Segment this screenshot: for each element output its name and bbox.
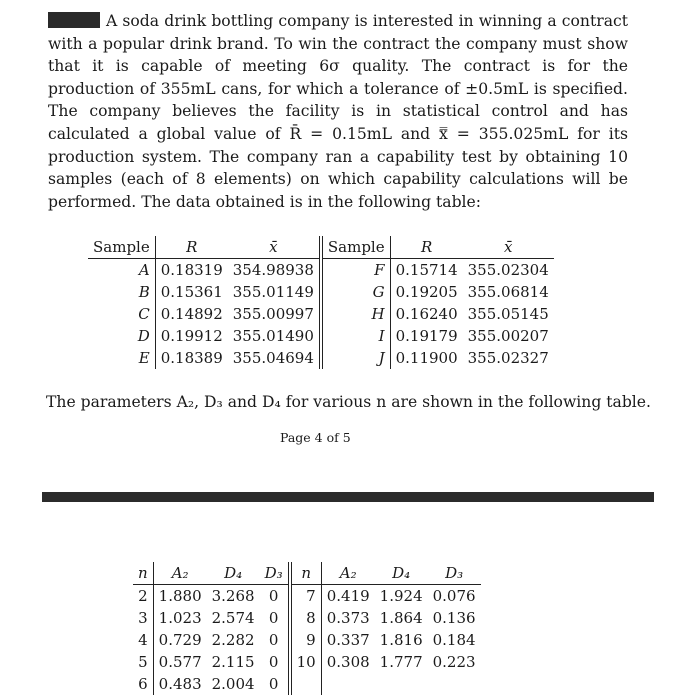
params-sentence: The parameters A₂, D₃ and D₄ for various n are shown in the following table. bbox=[46, 393, 651, 411]
n-value: 2 bbox=[138, 587, 148, 605]
header-sample-left: Sample bbox=[88, 236, 155, 259]
header-a2-left: A₂ bbox=[153, 562, 206, 585]
header-r-left: R bbox=[155, 236, 228, 259]
header-xbar-right: x̄ bbox=[463, 236, 554, 259]
range-value: 0.18319 bbox=[155, 259, 228, 282]
header-d3-left: D₃ bbox=[260, 562, 290, 585]
sample-label: G bbox=[321, 281, 390, 303]
header-d3-right: D₃ bbox=[428, 562, 481, 585]
mean-value: 355.02327 bbox=[467, 349, 549, 367]
header-d4-right: D₄ bbox=[375, 562, 428, 585]
mean-value: 355.04694 bbox=[232, 349, 314, 367]
header-n-right: n bbox=[290, 562, 322, 585]
d4-value: 2.574 bbox=[211, 609, 255, 627]
d4-value: 2.004 bbox=[211, 675, 255, 693]
header-sample-right: Sample bbox=[321, 236, 390, 259]
samples-table-row bbox=[88, 303, 554, 325]
mean-value: 355.01149 bbox=[232, 283, 314, 301]
sample-label: C bbox=[138, 305, 150, 323]
range-value: 0.19912 bbox=[155, 325, 228, 347]
page-break-bar bbox=[42, 492, 654, 502]
d3-value: 0 bbox=[268, 631, 279, 649]
d3-value: 0 bbox=[268, 653, 279, 671]
a2-value: 0.483 bbox=[153, 673, 206, 695]
n-value: 4 bbox=[138, 631, 148, 649]
params-table bbox=[133, 562, 481, 695]
a2-value: 0.308 bbox=[321, 651, 374, 673]
sample-label: D bbox=[137, 327, 150, 345]
mean-value: 355.06814 bbox=[467, 283, 549, 301]
d3-value: 0 bbox=[268, 587, 279, 605]
n-value: 5 bbox=[138, 653, 148, 671]
samples-table-row bbox=[88, 259, 554, 282]
mean-value: 354.98938 bbox=[232, 261, 314, 279]
page-footer: Page 4 of 5 bbox=[280, 430, 351, 445]
redacted-block bbox=[48, 12, 100, 28]
d4-value: 2.115 bbox=[211, 653, 255, 671]
d3-value bbox=[428, 673, 481, 695]
d4-value bbox=[375, 673, 428, 695]
d3-value: 0.223 bbox=[432, 653, 476, 671]
range-value: 0.15714 bbox=[390, 259, 463, 282]
sample-label: H bbox=[321, 303, 390, 325]
sample-label: J bbox=[321, 347, 390, 369]
sample-label: A bbox=[138, 261, 150, 279]
n-value: 10 bbox=[290, 651, 322, 673]
a2-value: 0.337 bbox=[321, 629, 374, 651]
n-value: 3 bbox=[138, 609, 148, 627]
mean-value: 355.01490 bbox=[232, 327, 314, 345]
range-value: 0.18389 bbox=[155, 347, 228, 369]
a2-value: 0.419 bbox=[321, 585, 374, 608]
n-value: 8 bbox=[290, 607, 322, 629]
samples-table-header bbox=[88, 236, 554, 259]
params-table-header bbox=[133, 562, 481, 585]
params-table-row bbox=[133, 585, 481, 608]
d3-value: 0.076 bbox=[432, 587, 476, 605]
params-table-row bbox=[133, 673, 481, 695]
n-value bbox=[290, 673, 322, 695]
n-value: 9 bbox=[290, 629, 322, 651]
header-a2-right: A₂ bbox=[321, 562, 374, 585]
d4-value: 3.268 bbox=[211, 587, 255, 605]
sample-label: F bbox=[321, 259, 390, 282]
a2-value: 0.577 bbox=[153, 651, 206, 673]
range-value: 0.11900 bbox=[390, 347, 463, 369]
mean-value: 355.02304 bbox=[467, 261, 549, 279]
range-value: 0.16240 bbox=[390, 303, 463, 325]
samples-table-row bbox=[88, 281, 554, 303]
header-d4-left: D₄ bbox=[207, 562, 260, 585]
problem-text: A soda drink bottling company is interested in winning a contract with a popular drink brand. To win the contract the company must show that it is capable of meeting 6σ quality. The contract is for the production of 355mL cans, for which a tolerance of ±0.5mL is specified. The company believes the facility is in statistical control and has calculated a global value of R̄ = 0.15mL and x̿ = 355.025mL for its production system. The company ran a capability test by obtaining 10 samples (each of 8 elements) on which capability calculations will be performed. The data obtained is in the following table: bbox=[48, 12, 628, 211]
a2-value bbox=[321, 673, 374, 695]
d4-value: 1.777 bbox=[379, 653, 423, 671]
a2-value: 1.023 bbox=[153, 607, 206, 629]
d3-value: 0 bbox=[268, 609, 279, 627]
d3-value: 0.184 bbox=[432, 631, 476, 649]
range-value: 0.19179 bbox=[390, 325, 463, 347]
mean-value: 355.00997 bbox=[232, 305, 314, 323]
sample-label: E bbox=[138, 349, 150, 367]
d3-value: 0.136 bbox=[432, 609, 476, 627]
n-value: 6 bbox=[138, 675, 148, 693]
mean-value: 355.05145 bbox=[467, 305, 549, 323]
range-value: 0.19205 bbox=[390, 281, 463, 303]
range-value: 0.15361 bbox=[155, 281, 228, 303]
header-xbar-left: x̄ bbox=[228, 236, 321, 259]
header-n-left: n bbox=[133, 562, 153, 585]
n-value: 7 bbox=[290, 585, 322, 608]
sample-label: B bbox=[138, 283, 150, 301]
a2-value: 0.373 bbox=[321, 607, 374, 629]
params-table-row bbox=[133, 629, 481, 651]
samples-table-row bbox=[88, 347, 554, 369]
params-table-row bbox=[133, 607, 481, 629]
d4-value: 2.282 bbox=[211, 631, 255, 649]
d3-value: 0 bbox=[268, 675, 279, 693]
d4-value: 1.816 bbox=[379, 631, 423, 649]
header-r-right: R bbox=[390, 236, 463, 259]
mean-value: 355.00207 bbox=[467, 327, 549, 345]
samples-table-row bbox=[88, 325, 554, 347]
d4-value: 1.864 bbox=[379, 609, 423, 627]
a2-value: 0.729 bbox=[153, 629, 206, 651]
d4-value: 1.924 bbox=[379, 587, 423, 605]
params-table-row bbox=[133, 651, 481, 673]
a2-value: 1.880 bbox=[153, 585, 206, 608]
range-value: 0.14892 bbox=[155, 303, 228, 325]
samples-table bbox=[88, 236, 554, 369]
sample-label: I bbox=[321, 325, 390, 347]
problem-statement bbox=[48, 10, 628, 213]
